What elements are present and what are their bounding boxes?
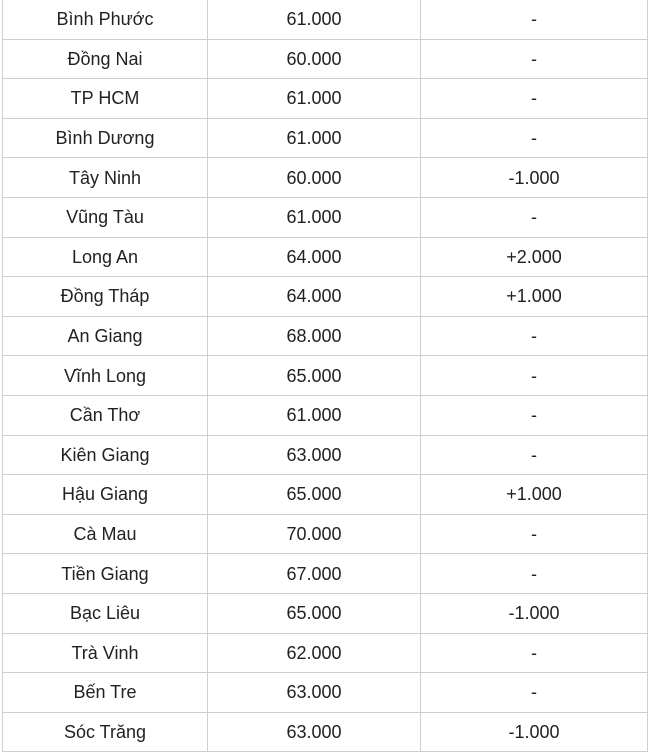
price-cell: 64.000 xyxy=(208,237,421,277)
change-cell: - xyxy=(421,395,648,435)
change-cell: - xyxy=(421,633,648,673)
change-cell: - xyxy=(421,316,648,356)
change-cell: +1.000 xyxy=(421,277,648,317)
change-cell: - xyxy=(421,514,648,554)
change-cell: -1.000 xyxy=(421,712,648,752)
province-cell: Vũng Tàu xyxy=(3,197,208,237)
province-cell: Vĩnh Long xyxy=(3,356,208,396)
price-cell: 70.000 xyxy=(208,514,421,554)
province-cell: Cần Thơ xyxy=(3,395,208,435)
table-row xyxy=(3,435,648,475)
table-row xyxy=(3,593,648,633)
table-row xyxy=(3,395,648,435)
province-cell: Tiền Giang xyxy=(3,554,208,594)
table-row xyxy=(3,118,648,158)
table-row xyxy=(3,554,648,594)
price-cell: 61.000 xyxy=(208,79,421,119)
change-cell: - xyxy=(421,0,648,39)
change-cell: - xyxy=(421,554,648,594)
province-cell: An Giang xyxy=(3,316,208,356)
province-cell: Trà Vinh xyxy=(3,633,208,673)
price-cell: 67.000 xyxy=(208,554,421,594)
price-table-container xyxy=(2,0,647,752)
province-cell: Đồng Nai xyxy=(3,39,208,79)
change-cell: - xyxy=(421,435,648,475)
change-cell: - xyxy=(421,673,648,713)
table-row xyxy=(3,277,648,317)
table-row xyxy=(3,237,648,277)
province-cell: Đồng Tháp xyxy=(3,277,208,317)
change-cell: - xyxy=(421,39,648,79)
change-cell: - xyxy=(421,197,648,237)
price-cell: 61.000 xyxy=(208,118,421,158)
province-cell: Cà Mau xyxy=(3,514,208,554)
change-cell: -1.000 xyxy=(421,593,648,633)
change-cell: - xyxy=(421,79,648,119)
table-row xyxy=(3,158,648,198)
price-cell: 65.000 xyxy=(208,593,421,633)
table-row xyxy=(3,633,648,673)
price-cell: 65.000 xyxy=(208,356,421,396)
table-row xyxy=(3,79,648,119)
table-row xyxy=(3,356,648,396)
price-cell: 64.000 xyxy=(208,277,421,317)
price-cell: 62.000 xyxy=(208,633,421,673)
change-cell: - xyxy=(421,118,648,158)
change-cell: - xyxy=(421,356,648,396)
table-row xyxy=(3,0,648,39)
province-cell: TP HCM xyxy=(3,79,208,119)
table-row xyxy=(3,39,648,79)
table-row xyxy=(3,316,648,356)
pig-price-table xyxy=(2,0,648,752)
table-row xyxy=(3,712,648,752)
table-row xyxy=(3,475,648,515)
price-cell: 60.000 xyxy=(208,39,421,79)
province-cell: Bạc Liêu xyxy=(3,593,208,633)
province-cell: Bến Tre xyxy=(3,673,208,713)
price-cell: 68.000 xyxy=(208,316,421,356)
province-cell: Kiên Giang xyxy=(3,435,208,475)
price-cell: 61.000 xyxy=(208,197,421,237)
province-cell: Bình Phước xyxy=(3,0,208,39)
price-cell: 61.000 xyxy=(208,395,421,435)
change-cell: -1.000 xyxy=(421,158,648,198)
price-cell: 61.000 xyxy=(208,0,421,39)
price-cell: 60.000 xyxy=(208,158,421,198)
price-cell: 63.000 xyxy=(208,712,421,752)
price-cell: 63.000 xyxy=(208,435,421,475)
price-cell: 63.000 xyxy=(208,673,421,713)
table-row xyxy=(3,197,648,237)
province-cell: Long An xyxy=(3,237,208,277)
table-row xyxy=(3,514,648,554)
province-cell: Bình Dương xyxy=(3,118,208,158)
province-cell: Tây Ninh xyxy=(3,158,208,198)
table-row xyxy=(3,673,648,713)
change-cell: +2.000 xyxy=(421,237,648,277)
change-cell: +1.000 xyxy=(421,475,648,515)
province-cell: Hậu Giang xyxy=(3,475,208,515)
province-cell: Sóc Trăng xyxy=(3,712,208,752)
price-cell: 65.000 xyxy=(208,475,421,515)
